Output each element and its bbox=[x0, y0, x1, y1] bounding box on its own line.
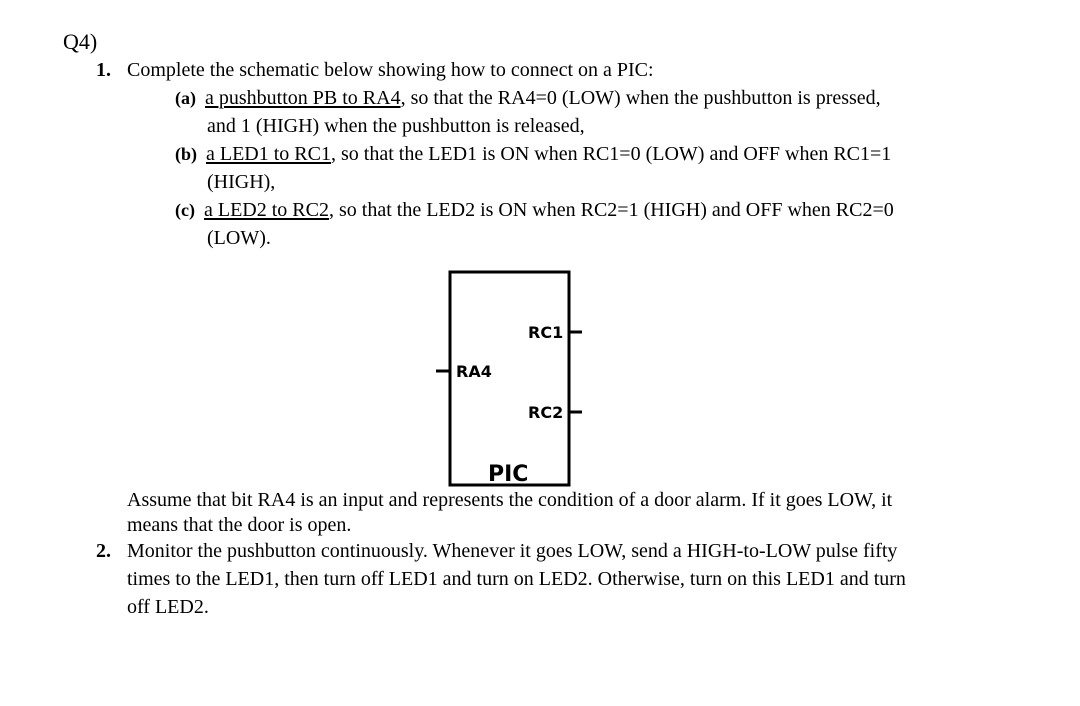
part-c-line-2: (LOW). bbox=[207, 227, 271, 249]
part-b-text: , so that the LED1 is ON when RC1=0 (LOW) and OFF when RC1=1 bbox=[331, 143, 892, 165]
part-a-label: (a) bbox=[175, 88, 196, 108]
item-2-line-1: Monitor the pushbutton continuously. Whenever it goes LOW, send a HIGH-to-LOW pulse fifty bbox=[127, 540, 898, 562]
part-b-label: (b) bbox=[175, 144, 197, 164]
part-b-link-text: a LED1 to RC1 bbox=[206, 143, 331, 165]
rc2-pin-label: RC2 bbox=[528, 403, 564, 422]
assumption-line-1: Assume that bit RA4 is an input and represents the condition of a door alarm. If it goes LOW, it bbox=[127, 489, 893, 511]
part-c-text: , so that the LED2 is ON when RC2=1 (HIGH) and OFF when RC2=0 bbox=[328, 199, 894, 221]
item-1-intro: Complete the schematic below showing how to connect on a PIC: bbox=[127, 59, 654, 81]
question-title: Q4) bbox=[63, 29, 98, 54]
item-2-number: 2. bbox=[96, 540, 111, 562]
item-2-line-3: off LED2. bbox=[127, 596, 209, 618]
rc1-pin-label: RC1 bbox=[528, 323, 564, 342]
pic-chip-label: PIC bbox=[488, 462, 529, 487]
item-2-line-2: times to the LED1, then turn off LED1 and turn on LED2. Otherwise, turn on this LED1 and turn bbox=[127, 568, 906, 590]
part-a-text: , so that the RA4=0 (LOW) when the pushbutton is pressed, bbox=[400, 87, 881, 109]
part-c-link-text: a LED2 to RC2 bbox=[203, 199, 329, 221]
item-1-number: 1. bbox=[96, 59, 111, 81]
assumption-line-2: means that the door is open. bbox=[127, 514, 352, 536]
part-a-link-text: a pushbutton PB to RA4 bbox=[205, 87, 401, 109]
part-c-label: (c) bbox=[175, 200, 195, 220]
part-a-line-2: and 1 (HIGH) when the pushbutton is released, bbox=[207, 115, 585, 137]
part-b-line-2: (HIGH), bbox=[207, 171, 276, 193]
ra4-pin-label: RA4 bbox=[456, 362, 492, 381]
